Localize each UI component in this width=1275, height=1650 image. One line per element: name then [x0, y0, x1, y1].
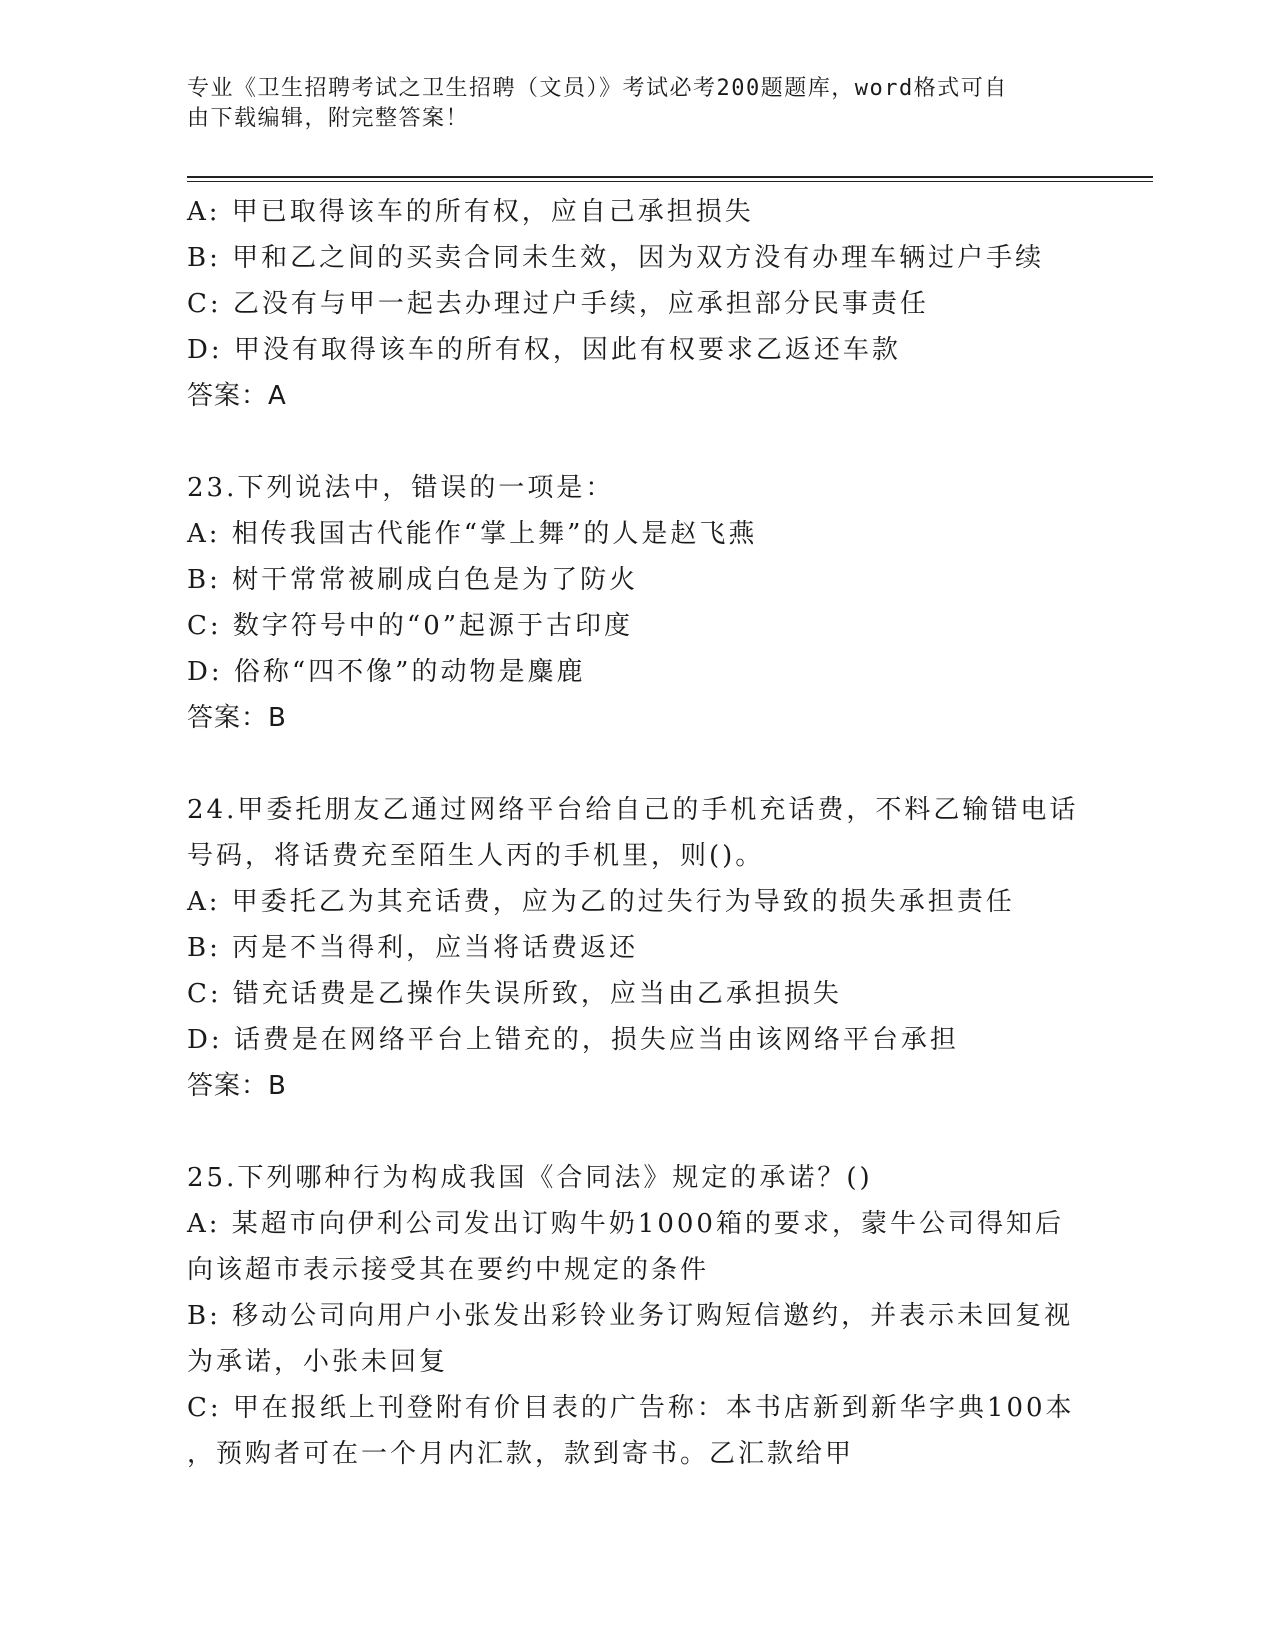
q22-option-d: D: 甲没有取得该车的所有权，因此有权要求乙返还车款: [187, 335, 901, 365]
q22-option-a: A: 甲已取得该车的所有权，应自己承担损失: [187, 197, 754, 227]
question-25: [187, 1155, 1087, 1477]
q24-answer: 答案：B: [187, 1071, 287, 1101]
spacer: [187, 1109, 1087, 1155]
q23-option-b: B: 树干常常被刷成白色是为了防火: [187, 565, 639, 595]
q24-stem-line-1: 24.甲委托朋友乙通过网络平台给自己的手机充话费，不料乙输错电话: [187, 795, 1079, 825]
question-content: [187, 189, 1087, 1477]
q24-stem-line-2: 号码，将话费充至陌生人丙的手机里，则()。: [187, 841, 765, 871]
q22-answer: 答案：A: [187, 381, 287, 411]
header-intro-line-2: 由下载编辑，附完整答案！: [187, 106, 470, 131]
q24-option-c: C: 错充话费是乙操作失误所致，应当由乙承担损失: [187, 979, 842, 1009]
spacer: [187, 741, 1087, 787]
q24-option-d: D: 话费是在网络平台上错充的，损失应当由该网络平台承担: [187, 1025, 959, 1055]
q25-option-a-line-2: 向该超市表示接受其在要约中规定的条件: [187, 1255, 710, 1285]
q25-option-c-line-2: ，预购者可在一个月内汇款，款到寄书。乙汇款给甲: [187, 1439, 855, 1469]
q25-option-c-line-1: C: 甲在报纸上刊登附有价目表的广告称：本书店新到新华字典100本: [187, 1393, 1075, 1423]
q23-option-c: C: 数字符号中的“0”起源于古印度: [187, 611, 634, 641]
question-24: [187, 787, 1087, 1109]
header-divider-thick: [187, 176, 1153, 178]
header-intro-line-1: 专业《卫生招聘考试之卫生招聘（文员）》考试必考200题题库，word格式可自: [187, 76, 1008, 101]
question-23: [187, 465, 1087, 741]
header-divider-thin: [187, 181, 1153, 182]
q25-stem: 25.下列哪种行为构成我国《合同法》规定的承诺？(): [187, 1163, 873, 1193]
q22-option-c: C: 乙没有与甲一起去办理过户手续，应承担部分民事责任: [187, 289, 929, 319]
q25-option-a-line-1: A: 某超市向伊利公司发出订购牛奶1000箱的要求，蒙牛公司得知后: [187, 1209, 1064, 1239]
q23-stem: 23.下列说法中，错误的一项是：: [187, 473, 615, 503]
q23-option-a: A: 相传我国古代能作“掌上舞”的人是赵飞燕: [187, 519, 758, 549]
question-22-tail: [187, 189, 1087, 419]
q24-option-a: A: 甲委托乙为其充话费，应为乙的过失行为导致的损失承担责任: [187, 887, 1015, 917]
q25-option-b-line-2: 为承诺，小张未回复: [187, 1347, 449, 1377]
document-header: [187, 74, 1067, 134]
q23-option-d: D: 俗称“四不像”的动物是麋鹿: [187, 657, 586, 687]
q25-option-b-line-1: B: 移动公司向用户小张发出彩铃业务订购短信邀约，并表示未回复视: [187, 1301, 1074, 1331]
q22-option-b: B: 甲和乙之间的买卖合同未生效，因为双方没有办理车辆过户手续: [187, 243, 1045, 273]
spacer: [187, 419, 1087, 465]
q23-answer: 答案：B: [187, 703, 287, 733]
q24-option-b: B: 丙是不当得利，应当将话费返还: [187, 933, 639, 963]
